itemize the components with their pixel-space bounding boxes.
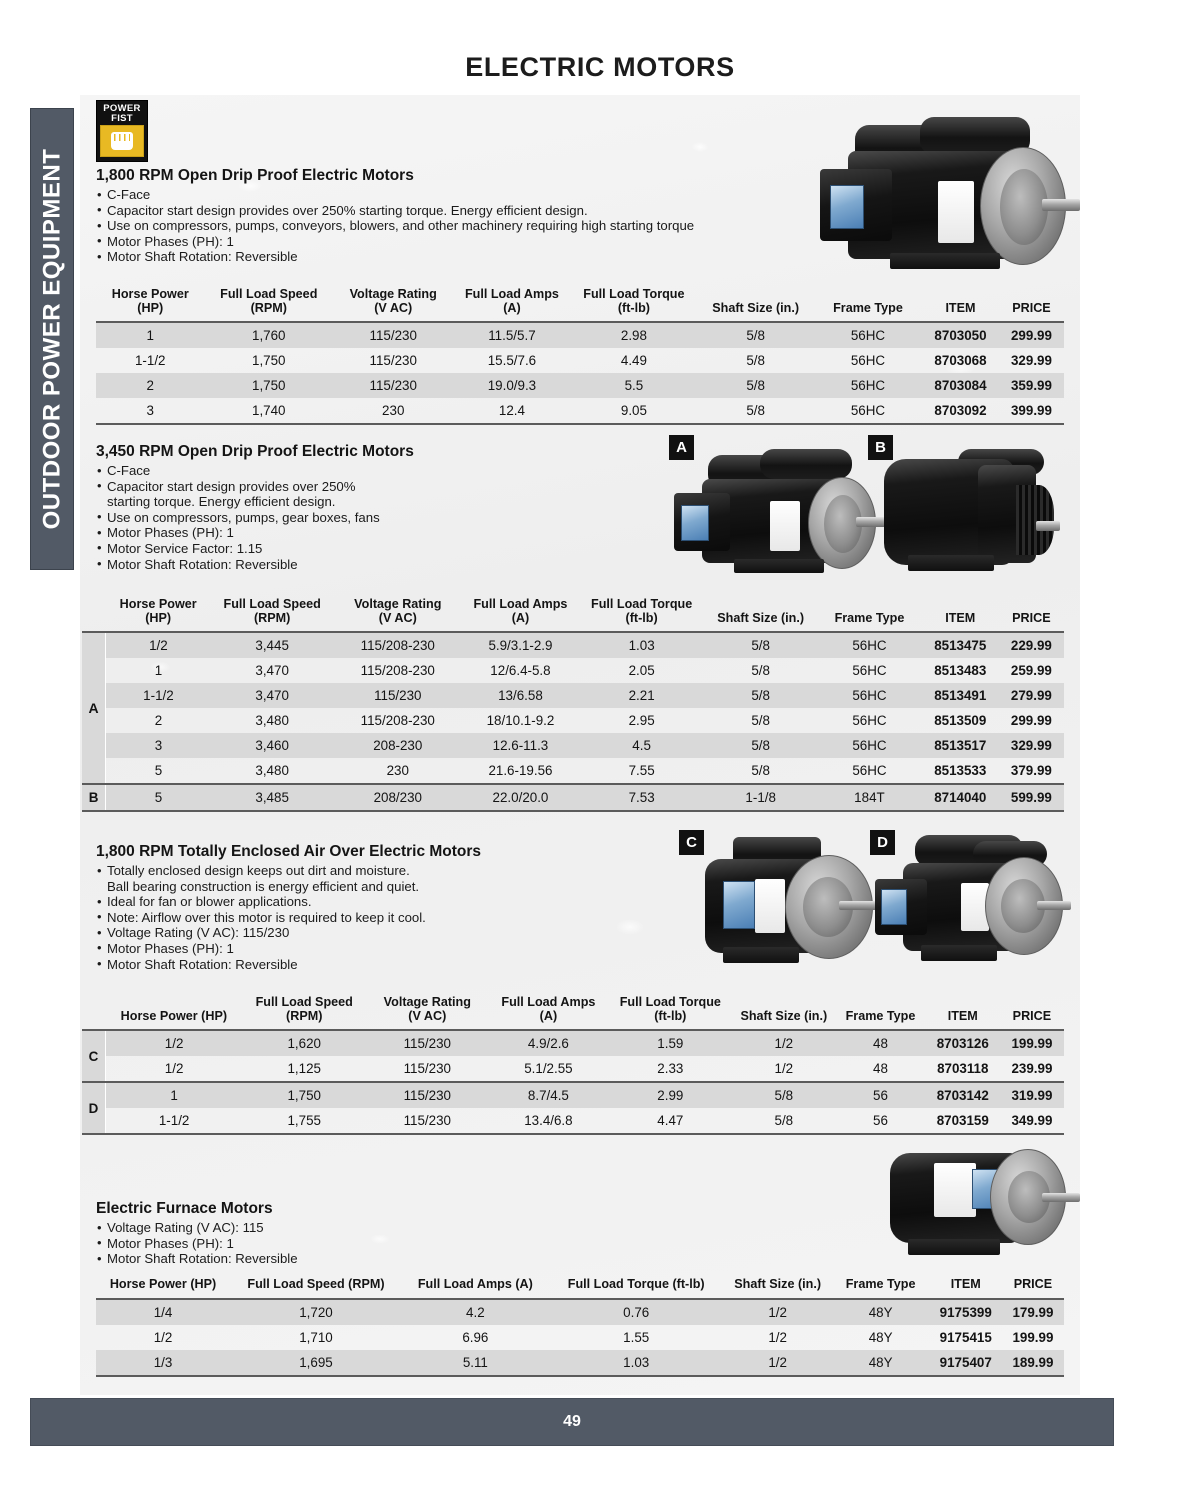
bullet-item: • Capacitor start design provides over 250% starting torque. Energy efficient design. xyxy=(96,203,796,219)
power-fist-logo xyxy=(96,100,148,162)
cell-hp: 1/3 xyxy=(96,1350,230,1376)
cell-volts: 115/208-230 xyxy=(360,663,435,679)
cell-amps: 12/6.4-5.8 xyxy=(490,663,551,679)
cell-hp: 1/2 xyxy=(106,632,211,658)
cell-hp: 2 xyxy=(96,373,205,398)
cell-frame: 56HC xyxy=(817,733,922,758)
cell-shaft: 5/8 xyxy=(697,322,814,348)
cell-price: 299.99 xyxy=(999,322,1064,348)
col-full-load-torque: Full Load Torque (ft-lb) xyxy=(619,995,721,1023)
cell-hp: 1/2 xyxy=(164,1061,184,1077)
cell-torque: 4.47 xyxy=(657,1113,684,1129)
cell-shaft: 5/8 xyxy=(732,1082,835,1108)
cell-rpm: 1,750 xyxy=(252,353,286,369)
table-row[interactable] xyxy=(82,708,1064,733)
cell-amps: 21.6-19.56 xyxy=(488,763,553,779)
cell-price: 329.99 xyxy=(999,733,1064,758)
logo-line-2: FIST xyxy=(111,112,133,124)
table-row[interactable] xyxy=(82,784,1064,811)
cell-item: 8703126 xyxy=(926,1030,1000,1056)
table-row[interactable] xyxy=(82,632,1064,658)
cell-shaft: 5/8 xyxy=(697,373,814,398)
col-frame-type: Frame Type xyxy=(845,1277,916,1291)
table-body xyxy=(82,1030,1064,1134)
product-image-c-motor xyxy=(675,835,875,975)
cell-shaft: 5/8 xyxy=(704,683,817,708)
section-bullets xyxy=(96,1220,596,1267)
product-image-furnace-motor xyxy=(860,1135,1075,1265)
cell-item: 8513533 xyxy=(934,763,987,779)
cell-price: 259.99 xyxy=(1010,663,1052,679)
section-tab-outdoor-power-equipment xyxy=(30,108,74,570)
table-body xyxy=(96,1299,1064,1376)
table-row[interactable] xyxy=(96,348,1064,373)
cell-amps: 13/6.58 xyxy=(462,683,579,708)
cell-amps: 6.96 xyxy=(462,1329,489,1345)
col-item: ITEM xyxy=(945,610,976,625)
col-price: PRICE xyxy=(1013,1277,1053,1291)
catalog-content-panel xyxy=(80,95,1080,1395)
cell-frame: 56HC xyxy=(817,632,922,658)
col-frame-type: Frame Type xyxy=(834,610,905,625)
cell-frame: 56HC xyxy=(817,683,922,708)
cell-item: 8703142 xyxy=(926,1082,1000,1108)
cell-price: 179.99 xyxy=(1002,1299,1064,1325)
col-horse-power: Horse Power (HP) xyxy=(120,1008,228,1023)
bullet-item: • Motor Shaft Rotation: Reversible xyxy=(96,249,796,265)
cell-hp: 1-1/2 xyxy=(134,353,166,369)
cell-item: 8703092 xyxy=(934,403,987,419)
cell-hp: 5 xyxy=(154,763,163,779)
section-heading: 1,800 RPM Totally Enclosed Air Over Electric Motors xyxy=(96,843,482,860)
group-letter-c: C xyxy=(82,1030,105,1082)
cell-frame: 184T xyxy=(817,784,922,811)
cell-shaft: 1/2 xyxy=(724,1299,832,1325)
cell-rpm: 1,695 xyxy=(230,1350,402,1376)
cell-hp: 3 xyxy=(146,403,154,419)
cell-shaft: 1/2 xyxy=(732,1030,835,1056)
cell-shaft: 5/8 xyxy=(704,632,817,658)
cell-price: 199.99 xyxy=(1000,1030,1064,1056)
col-group-letter xyxy=(82,595,106,632)
cell-torque: 2.98 xyxy=(570,322,697,348)
cell-hp: 1 xyxy=(105,1082,242,1108)
cell-item: 9175415 xyxy=(939,1329,992,1345)
table-row[interactable] xyxy=(96,398,1064,424)
cell-shaft: 5/8 xyxy=(774,1113,794,1129)
cell-price: 199.99 xyxy=(1012,1329,1054,1345)
cell-rpm: 3,445 xyxy=(211,632,334,658)
cell-frame: 48Y xyxy=(868,1329,893,1345)
cell-frame: 56HC xyxy=(814,373,922,398)
table-row[interactable] xyxy=(82,1056,1064,1082)
cell-amps: 5.11 xyxy=(402,1350,549,1376)
cell-torque: 2.05 xyxy=(628,663,655,679)
cell-amps: 13.4/6.8 xyxy=(524,1113,573,1129)
cell-torque: 5.5 xyxy=(570,373,697,398)
cell-rpm: 3,480 xyxy=(255,763,289,779)
group-letter-d: D xyxy=(82,1082,105,1134)
cell-rpm: 3,485 xyxy=(211,784,334,811)
cell-price: 379.99 xyxy=(1010,763,1052,779)
bullet-item: • Motor Shaft Rotation: Reversible xyxy=(96,1251,596,1267)
cell-amps: 8.7/4.5 xyxy=(489,1082,609,1108)
image-badge-b: B xyxy=(868,435,893,460)
cell-rpm: 1,620 xyxy=(242,1030,366,1056)
cell-torque: 4.5 xyxy=(579,733,704,758)
table-body xyxy=(82,632,1064,811)
col-full-load-speed: Full Load Speed (RPM) xyxy=(223,597,321,625)
logo-line-1: POWER xyxy=(103,103,141,114)
col-price: PRICE xyxy=(1012,300,1051,315)
bullet-item: • Motor Phases (PH): 1 xyxy=(96,525,656,541)
col-full-load-speed: Full Load Speed (RPM) xyxy=(220,287,318,315)
cell-hp: 1/2 xyxy=(105,1030,242,1056)
product-image-d-motor xyxy=(865,835,1070,975)
col-full-load-torque: Full Load Torque (ft-lb) xyxy=(583,287,685,315)
bullet-item: • Use on compressors, pumps, gear boxes, fans xyxy=(96,510,656,526)
cell-frame: 48Y xyxy=(832,1350,930,1376)
cell-shaft: 5/8 xyxy=(751,763,770,779)
cell-item: 8513491 xyxy=(922,683,999,708)
cell-item: 9175407 xyxy=(930,1350,1002,1376)
col-full-load-torque: Full Load Torque (ft-lb) xyxy=(591,597,693,625)
cell-volts: 208-230 xyxy=(334,733,462,758)
table-row[interactable] xyxy=(82,683,1064,708)
bullet-item: • Voltage Rating (V AC): 115/230 xyxy=(96,925,696,941)
table-row[interactable] xyxy=(82,1108,1064,1134)
cell-amps: 15.5/7.6 xyxy=(487,353,537,369)
bullet-item: • Motor Shaft Rotation: Reversible xyxy=(96,557,656,573)
page-title: ELECTRIC MOTORS xyxy=(465,52,735,82)
cell-hp: 1 xyxy=(154,663,163,679)
cell-volts: 115/230 xyxy=(403,1061,451,1077)
col-voltage-rating: Voltage Rating (V AC) xyxy=(383,995,471,1023)
cell-hp: 2 xyxy=(154,713,163,729)
bullet-item: • Note: Airflow over this motor is required to keep it cool. xyxy=(96,910,696,926)
cell-shaft: 1/2 xyxy=(768,1329,787,1345)
cell-rpm: 3,470 xyxy=(211,683,334,708)
cell-frame: 56HC xyxy=(852,663,887,679)
cell-torque: 2.99 xyxy=(608,1082,732,1108)
cell-price: 239.99 xyxy=(1011,1061,1053,1077)
cell-price: 349.99 xyxy=(1011,1113,1053,1129)
cell-hp: 1-1/2 xyxy=(106,683,211,708)
bullet-item: • Capacitor start design provides over 250% xyxy=(96,479,656,495)
table-row[interactable] xyxy=(82,733,1064,758)
table-header-row xyxy=(96,1275,1064,1299)
cell-torque: 2.21 xyxy=(579,683,704,708)
col-shaft-size: Shaft Size (in.) xyxy=(717,610,805,625)
col-full-load-amps: Full Load Amps (A) xyxy=(473,597,568,625)
col-horse-power: Horse Power (HP) xyxy=(111,287,189,315)
cell-shaft: 1-1/8 xyxy=(704,784,817,811)
table-header-row xyxy=(82,993,1064,1030)
image-badge-a: A xyxy=(669,435,694,460)
cell-shaft: 5/8 xyxy=(704,733,817,758)
cell-amps: 4.2 xyxy=(402,1299,549,1325)
cell-price: 299.99 xyxy=(1010,713,1052,729)
table-row[interactable] xyxy=(96,373,1064,398)
cell-volts: 115/230 xyxy=(369,353,417,369)
col-price: PRICE xyxy=(1012,1008,1052,1023)
product-image-odp1800-motor xyxy=(810,103,1070,283)
col-full-load-torque: Full Load Torque (ft-lb) xyxy=(567,1277,705,1291)
table-odp3450 xyxy=(82,595,1064,812)
table-furnace xyxy=(96,1275,1064,1377)
section-bullets xyxy=(96,863,696,972)
table-row[interactable] xyxy=(82,1030,1064,1056)
table-row[interactable] xyxy=(96,1350,1064,1376)
cell-amps: 5.1/2.55 xyxy=(524,1061,573,1077)
cell-torque: 2.33 xyxy=(657,1061,684,1077)
table-row[interactable] xyxy=(82,658,1064,683)
col-price: PRICE xyxy=(1012,610,1051,625)
col-voltage-rating: Voltage Rating (V AC) xyxy=(354,597,442,625)
cell-item: 9175399 xyxy=(930,1299,1002,1325)
group-letter-a: A xyxy=(88,700,99,717)
cell-price: 399.99 xyxy=(1010,403,1052,419)
col-full-load-amps: Full Load Amps (A) xyxy=(417,1277,533,1291)
cell-torque: 1.03 xyxy=(579,632,704,658)
section-odp1800 xyxy=(96,167,796,265)
table-row[interactable] xyxy=(82,758,1064,784)
cell-volts: 115/230 xyxy=(333,322,453,348)
cell-hp: 3 xyxy=(106,733,211,758)
cell-item: 8513483 xyxy=(934,663,987,679)
table-row[interactable] xyxy=(96,322,1064,348)
cell-volts: 115/208-230 xyxy=(334,632,462,658)
section-bullets xyxy=(96,463,656,572)
cell-frame: 56HC xyxy=(852,713,887,729)
cell-volts: 208/230 xyxy=(334,784,462,811)
cell-rpm: 3,470 xyxy=(255,663,289,679)
product-image-b-motor xyxy=(858,443,1073,583)
cell-rpm: 1,720 xyxy=(230,1299,402,1325)
cell-rpm: 1,750 xyxy=(205,373,334,398)
cell-rpm: 1,710 xyxy=(299,1329,333,1345)
col-full-load-speed: Full Load Speed (RPM) xyxy=(247,1277,385,1291)
cell-shaft: 5/8 xyxy=(746,403,765,419)
col-item: ITEM xyxy=(947,1008,978,1023)
cell-hp: 1-1/2 xyxy=(158,1113,190,1129)
bullet-item: • Motor Shaft Rotation: Reversible xyxy=(96,957,696,973)
cell-price: 599.99 xyxy=(999,784,1064,811)
image-badge-c: C xyxy=(679,830,704,855)
cell-torque: 2.95 xyxy=(628,713,655,729)
cell-volts: 230 xyxy=(386,763,409,779)
fist-icon xyxy=(100,125,144,157)
table-teao1800 xyxy=(82,993,1064,1135)
bullet-item: • Motor Phases (PH): 1 xyxy=(96,941,696,957)
bullet-item: • C-Face xyxy=(96,463,656,479)
cell-rpm: 1,750 xyxy=(242,1082,366,1108)
bullet-item: • Motor Service Factor: 1.15 xyxy=(96,541,656,557)
cell-frame: 56HC xyxy=(850,403,886,419)
cell-item: 8703050 xyxy=(922,322,999,348)
cell-torque: 9.05 xyxy=(620,403,647,419)
cell-torque: 1.59 xyxy=(608,1030,732,1056)
cell-shaft: 1/2 xyxy=(724,1350,832,1376)
cell-rpm: 3,460 xyxy=(211,733,334,758)
cell-shaft: 5/8 xyxy=(751,663,770,679)
bullet-item: • Use on compressors, pumps, conveyors, blowers, and other machinery requiring high starting torque xyxy=(96,218,796,234)
bullet-item: • Ideal for fan or blower applications. xyxy=(96,894,696,910)
cell-rpm: 1,755 xyxy=(287,1113,321,1129)
cell-amps: 5.9/3.1-2.9 xyxy=(462,632,579,658)
page-footer-bar xyxy=(30,1398,1114,1446)
product-image-a-motor xyxy=(660,443,880,583)
table-body xyxy=(96,322,1064,424)
table-header-row xyxy=(96,285,1064,322)
cell-frame: 48 xyxy=(873,1061,888,1077)
cell-item: 8703118 xyxy=(937,1061,989,1077)
group-letter-b: B xyxy=(82,784,106,811)
table-row[interactable] xyxy=(96,1299,1064,1325)
section-heading: 3,450 RPM Open Drip Proof Electric Motors xyxy=(96,443,414,460)
page-number: 49 xyxy=(563,1413,581,1430)
cell-frame: 48 xyxy=(835,1030,925,1056)
col-shaft-size: Shaft Size (in.) xyxy=(734,1277,822,1291)
section-furnace xyxy=(96,1200,596,1267)
col-shaft-size: Shaft Size (in.) xyxy=(740,1008,828,1023)
cell-torque: 0.76 xyxy=(549,1299,724,1325)
cell-item: 8513509 xyxy=(934,713,987,729)
cell-item: 8703068 xyxy=(934,353,987,369)
cell-frame: 56HC xyxy=(850,353,886,369)
col-item: ITEM xyxy=(945,300,976,315)
cell-shaft: 1/2 xyxy=(774,1061,794,1077)
bullet-item-continuation: starting torque. Energy efficient design. xyxy=(107,494,336,510)
cell-rpm: 1,125 xyxy=(287,1061,321,1077)
col-shaft-size: Shaft Size (in.) xyxy=(712,300,800,315)
group-letter-a-cell xyxy=(82,632,106,784)
cell-price: 359.99 xyxy=(999,373,1064,398)
cell-shaft: 5/8 xyxy=(751,713,770,729)
col-full-load-amps: Full Load Amps (A) xyxy=(464,287,559,315)
cell-volts: 115/230 xyxy=(366,1030,489,1056)
cell-amps: 19.0/9.3 xyxy=(453,373,570,398)
bullet-item: • Totally enclosed design keeps out dirt and moisture. xyxy=(96,863,696,879)
section-bullets xyxy=(96,187,796,265)
col-frame-type: Frame Type xyxy=(845,1008,916,1023)
cell-volts: 115/230 xyxy=(403,1113,451,1129)
cell-amps: 18/10.1-9.2 xyxy=(486,713,555,729)
col-item: ITEM xyxy=(950,1277,981,1291)
cell-amps: 4.9/2.6 xyxy=(489,1030,609,1056)
cell-rpm: 1,760 xyxy=(205,322,334,348)
cell-volts: 115/230 xyxy=(333,373,453,398)
table-row[interactable] xyxy=(96,1325,1064,1350)
col-frame-type: Frame Type xyxy=(833,300,903,315)
cell-amps: 12.4 xyxy=(498,403,525,419)
cell-torque: 4.49 xyxy=(620,353,647,369)
cell-frame: 48Y xyxy=(832,1299,930,1325)
cell-price: 229.99 xyxy=(999,632,1064,658)
cell-hp: 1/4 xyxy=(96,1299,230,1325)
cell-item: 8714040 xyxy=(922,784,999,811)
table-odp1800 xyxy=(96,285,1064,425)
cell-frame: 56HC xyxy=(852,763,887,779)
cell-frame: 56HC xyxy=(814,322,922,348)
cell-item: 8513475 xyxy=(922,632,999,658)
cell-amps: 11.5/5.7 xyxy=(453,322,570,348)
cell-amps: 22.0/20.0 xyxy=(462,784,579,811)
bullet-item: • C-Face xyxy=(96,187,796,203)
section-odp3450 xyxy=(96,443,656,572)
cell-hp: 1 xyxy=(96,322,205,348)
cell-item: 8513517 xyxy=(922,733,999,758)
cell-price: 279.99 xyxy=(999,683,1064,708)
col-voltage-rating: Voltage Rating (V AC) xyxy=(349,287,437,315)
col-horse-power: Horse Power (HP) xyxy=(109,1277,217,1291)
bullet-item: • Voltage Rating (V AC): 115 xyxy=(96,1220,596,1236)
cell-rpm: 1,740 xyxy=(252,403,286,419)
cell-hp: 5 xyxy=(106,784,211,811)
bullet-item-continuation: Ball bearing construction is energy efficient and quiet. xyxy=(107,878,420,894)
section-heading: 1,800 RPM Open Drip Proof Electric Motors xyxy=(96,167,414,184)
cell-torque: 7.53 xyxy=(579,784,704,811)
cell-rpm: 3,480 xyxy=(255,713,289,729)
bullet-item: • Motor Phases (PH): 1 xyxy=(96,234,796,250)
cell-torque: 1.03 xyxy=(549,1350,724,1376)
image-badge-d: D xyxy=(870,830,895,855)
cell-torque: 1.55 xyxy=(623,1329,650,1345)
cell-price: 319.99 xyxy=(1000,1082,1064,1108)
cell-shaft: 5/8 xyxy=(746,353,765,369)
cell-price: 329.99 xyxy=(1010,353,1052,369)
cell-item: 8703084 xyxy=(922,373,999,398)
cell-frame: 56 xyxy=(873,1113,888,1129)
col-full-load-speed: Full Load Speed (RPM) xyxy=(255,995,353,1023)
cell-item: 8703159 xyxy=(936,1113,989,1129)
cell-volts: 230 xyxy=(382,403,405,419)
cell-volts: 115/230 xyxy=(366,1082,489,1108)
table-header-row xyxy=(82,595,1064,632)
section-tab-label: OUTDOOR POWER EQUIPMENT xyxy=(38,148,65,530)
section-heading: Electric Furnace Motors xyxy=(96,1200,273,1217)
cell-torque: 7.55 xyxy=(628,763,655,779)
table-row[interactable] xyxy=(82,1082,1064,1108)
cell-hp: 1/2 xyxy=(153,1329,173,1345)
cell-amps: 12.6-11.3 xyxy=(462,733,579,758)
col-horse-power: Horse Power (HP) xyxy=(119,597,197,625)
cell-frame: 56 xyxy=(835,1082,925,1108)
col-full-load-amps: Full Load Amps (A) xyxy=(501,995,596,1023)
cell-volts: 115/230 xyxy=(334,683,462,708)
bullet-item: • Motor Phases (PH): 1 xyxy=(96,1236,596,1252)
cell-price: 189.99 xyxy=(1002,1350,1064,1376)
col-group-letter xyxy=(82,993,105,1030)
cell-volts: 115/208-230 xyxy=(360,713,435,729)
section-teao1800 xyxy=(96,843,696,972)
